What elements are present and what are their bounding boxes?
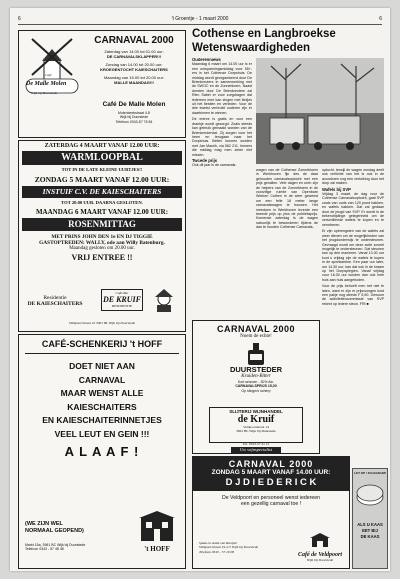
molen-logo-sub: Wijk bij Duurstede: [31, 91, 58, 95]
ad-malle-molen: [18, 30, 186, 138]
hoff-l1: DOET NIET AAN: [69, 361, 135, 371]
bottle-icon: [241, 343, 271, 365]
duurs-brand1: DUURSTEDER: [229, 365, 283, 374]
hoff-open-note: [25, 521, 84, 535]
dj-sign1: Sjaak en Anita van Rooijen: [199, 541, 238, 545]
molen-line1: Zaterdag van 14.00 tot 01.00 uur:: [104, 49, 164, 54]
duurs-addr1: Veldpoortstraat 14: [243, 425, 269, 429]
hoff-title: CAFÉ-SCHENKERIJ 't HOFF: [41, 339, 163, 349]
article-col3d: Voor de prijs behoeft men het niet te laten, want er zijn er prijsvoorgen kost een pakje nog steeds F 5,50. Gewoon de activiteitencommissie van SVP rekent op iedere steun. FRI ■: [322, 284, 384, 306]
side-ad-top: LET OP ! KUJAAKUMI: [354, 471, 386, 475]
kruif-row12: VRIJ ENTREE !!: [71, 253, 133, 262]
page-header: [18, 14, 382, 25]
hoff-l6: VEEL LEUT EN GEIN !!!: [54, 428, 150, 439]
article-sub-wafels: Wafels bij SVP: [322, 186, 351, 192]
kruif-row5: INSTUIF C.V. DE KAIESCHAITERS: [22, 186, 182, 198]
molen-logo-main: De Malle Molen: [26, 81, 67, 87]
duurs-l1: Kort seizoen - 30% Alc.: [237, 380, 275, 384]
article-photo: [256, 58, 384, 164]
dj-txt2: een gezellig carnaval toe !: [240, 501, 302, 507]
article-col3a: optocht, terwijl de wagen zondag deelt ook verlichte van het is ook in de avondoren nog een vertolking door het dorp zal maken.: [322, 168, 384, 186]
dj-date: ZONDAG 5 MAART VANAF 14.00 UUR:: [211, 469, 331, 476]
duurs-title: CARNAVAL 2000: [216, 324, 296, 334]
duurs-l3: Op slingers scherp: [241, 388, 271, 393]
article-p1: Maandag 6 maart om 14.00 uur is er een ontspanningsmiddag voor 55+-ers in het Cothense Dorpshuis. De middag wordt georganiseerd door De Brienkreuters in samenwerking met de SWOC en de Zonnebloem. Naast dorsten door De Brienkreuters zal Rien Sabel er voor zorgdragen dat iedereen mee kan zingen met liedjes uit het tiestien en verleden. Voor de drie kwetst verbruikt ouderen zijn er daarbinnen te winnen.: [192, 62, 252, 115]
molen-line3: Zondag van 14.00 tot 20.00 uur:: [105, 62, 163, 67]
molen-line4: KROEGENTOCHT KAIESCHAITERS: [100, 67, 168, 72]
molen-phone: Telefoon 0343-57 76 84: [115, 119, 153, 124]
parade-photo-icon: [256, 58, 384, 164]
hoff-l4: KAIESCHAITERS: [67, 401, 137, 412]
duurs-addr2: 3961 BL Wijk bij Duurstede: [236, 429, 276, 434]
dj-header: [193, 457, 349, 491]
article-p3: Ook dit jaar is de carnavals-: [192, 163, 237, 168]
kruif-address: Veldpoortstraat 19 3961 BL Wijk bij Duurstede: [68, 321, 136, 325]
molen-line5: Maandag van 15.00 tot 20.00 uur:: [103, 75, 165, 80]
hoff-l3: MAAR WENST ALLE: [60, 388, 144, 398]
hoff-addr1: Markt 15a, 3961 BC Wijk bij Duurstede: [25, 543, 86, 547]
kruif-logo3: RESIDENTIE: [111, 304, 133, 309]
molen-addr1: Molenbeekstraat 4-8: [118, 111, 150, 115]
dj-title: CARNAVAL 2000: [228, 459, 314, 469]
kruif-logo1: Café-Bar: [115, 291, 129, 295]
duurs-wh1: SLIJTERIJ WIJNHANDEL: [229, 409, 283, 414]
side-ad-text: [353, 522, 387, 540]
side-ad-l1: ALS U KAAS: [357, 522, 383, 527]
cheese-icon: [353, 479, 387, 509]
dj-name: D J D I E D E R I C K: [225, 477, 317, 488]
article-col-2: [256, 168, 318, 332]
page-number-left: 6: [18, 16, 21, 22]
ad-t-hoff: [18, 334, 186, 569]
kruif-row3: TOT IN DE LATE KLEINE UURTJES!!: [61, 167, 143, 172]
side-ad-l3: DE KAAS: [360, 534, 380, 539]
molen-cafe-name: Café De Malle Molen: [102, 101, 166, 108]
kruif-logo: [101, 289, 143, 311]
side-ad-kaas: [352, 468, 388, 569]
hoff-address: [25, 543, 85, 552]
kruif-row7: MAANDAG 6 MAART VANAF 12.00 UUR:: [35, 208, 169, 216]
hoff-addr2: Telefoon 0343 - 57 48 48: [25, 547, 64, 552]
veldpoort-logo2: Wijk bij Duurstede: [306, 558, 334, 562]
duurs-brand2: Kruiden-Bitter: [241, 374, 271, 379]
article-col-3: [322, 168, 384, 464]
molen-logo-top: Café: [45, 73, 52, 77]
article-sub-ouderen: Ouderenniews: [192, 58, 221, 62]
molen-addr2: Wijk bij Duurstede: [119, 115, 149, 120]
duurs-details: [193, 380, 319, 393]
hoff-l5: EN KAIESCHAITERINNETJES: [42, 415, 162, 425]
hoff-l7: A L A A F !: [64, 444, 140, 459]
kruif-row4: ZONDAG 5 MAART VANAF 12.00 UUR:: [34, 175, 170, 184]
ad-duursteder: [192, 320, 320, 454]
kruif-res2: DE KAIESCHAITERS: [27, 301, 83, 307]
kruif-logo2: DE KRUIF: [102, 295, 141, 305]
hoff-open2: NORMAAL GEOPEND): [25, 528, 84, 534]
article-col2-text: wagen van de Cothense Zonnebloem in Werkhoven fijn des de daar gehouden carnavalsoptocht met een prijs gevallen. Vele dagen en uren zijn de helpers van de Zonnebloem in de voorzitige ruimte van Openbare Werken Cothen in de weer geweest om een felle 18 meter lange carnavalswagen te bouwen. Het meedoen in Werkhoven leverde een tweede prijs op plus de publieksprijs. Komende zaterdag is de wagen natuurlijk te bewonderen tijdens de dan te houden Cothense Carnavals-: [256, 168, 318, 230]
side-ad-l2: EET BIJ: [362, 528, 378, 533]
ad-de-kruif: [18, 140, 186, 332]
article-title-line1: Cothense en Langbroekse: [192, 28, 336, 40]
duurs-l2: CARNAVALSPRIJS 15,00: [235, 384, 277, 389]
kruif-row1: ZATERDAG 4 MAART VANAF 12.00 UUR:: [44, 143, 160, 149]
kruif-row6: TOT 20.00 UUR. DAARNA GESLOTEN.: [61, 200, 143, 205]
kruif-residence: [25, 295, 85, 307]
duurs-tag: Uw wijnspecialist: [231, 447, 281, 453]
hoff-l2: CARNAVAL: [78, 374, 126, 385]
dj-signature: [199, 541, 258, 554]
duurs-sub: Noem de echte!: [240, 334, 272, 339]
article-title: [192, 28, 384, 55]
article-title-line2: Wetenswaardigheden: [192, 41, 311, 54]
dj-sign3: Telefoon 0343 - 57 29 08: [199, 549, 234, 554]
kruif-row10: GASTOPTREDEN: WALLY, ode aan Willy Batenburg.: [39, 240, 165, 246]
kruif-row8: ROSENMITTAG: [22, 218, 182, 231]
kruif-row9: MET PRINS JOHN DEN 1e EN DJ TIGGIE: [51, 234, 153, 240]
kruif-res1: Residentie: [43, 295, 67, 301]
duurs-addr3: Tel. 0343-57 41 21: [242, 442, 270, 446]
dj-sign2: Veldpoortstraat 19-21• Wijk bij Duurstede: [199, 545, 259, 550]
article-col3c: Er zijn opbrengsten van de wafels zal weer dienen om de mogelijkheden van het jeugdonderwijs te ondersteunen. Gevraagd wordt om deze actie zoveel mogelijk te ondersteunen. Dat steunen kan op drie manieren. Vanaf 13.30 uur kunt u vrijdag zijn de wafels te kopen in de sportkantine. Een paar uur later, om 14.30 uur, kan dat ook in de kraam op het Dorpsplegien. Vanaf vrijdag voor 18.30 uur worden dan ook hele huis aan huis aangeboden.: [322, 229, 384, 282]
wijnhandel-block: [209, 407, 303, 443]
veldpoort-logo1: Café de Veldpoort: [298, 552, 342, 558]
article-col-1: [192, 58, 252, 332]
page-number-right: 6: [379, 16, 382, 22]
dj-txt1: De Veldpoort en personeel wenst iedereen: [221, 495, 321, 501]
molen-title: CARNAVAL 2000: [94, 35, 174, 46]
gate-icon: [310, 533, 330, 547]
molen-line2: DE CARNAVALSKLAPPER!!!: [106, 54, 162, 59]
molen-program: [85, 49, 183, 85]
kruif-row2: WARMLOOPBAL: [22, 151, 182, 165]
jester-mascot-icon: [149, 289, 179, 313]
duurs-wh2: de Kruif: [237, 414, 275, 425]
building-logo-icon: [137, 511, 177, 543]
newspaper-page: [10, 8, 390, 571]
paper-title: 't Groentje - 1 maart 2000: [171, 16, 229, 22]
veldpoort-logo: [293, 533, 347, 562]
article-p2: De entree is gratis en voor een drankje wordt gezorgd. Zoals steeds kan gebruik gemaakt worden van de Brienkreutertaxi. Zij zorgen voor het heen en terugaan naar het Dorpshuis. Bellen kunnen worden met Jan Maurik, via 562 211. Immers die middag mag men zeker niet missen.: [192, 117, 252, 157]
article-sub-prijs: Twcede prijs: [192, 157, 218, 163]
molen-address: [85, 111, 183, 124]
article-col3b: Vrijdag 3 maart, de dag voor de Cothense Carnavalsoptocht, gaat SVP zoals van ouds van 120 pond bakken, en wafels bakken. Dat zal gedaan door de jeugd van SVP. Er wordt in de bekendrijdinge gelegenheid om de verschillende wafels te kopen en te verorberen.: [322, 192, 384, 227]
ad-dj-diederick: [192, 456, 350, 569]
kruif-row11: Maandag gesloten om 20.00 uur.: [69, 246, 135, 251]
hoff-message: [19, 360, 185, 441]
hoff-open1: (WE ZIJN WEL: [25, 521, 63, 527]
molen-line6: MALLE MAANDAG!!!: [114, 80, 154, 85]
hoff-logo: 't HOFF: [144, 545, 170, 553]
